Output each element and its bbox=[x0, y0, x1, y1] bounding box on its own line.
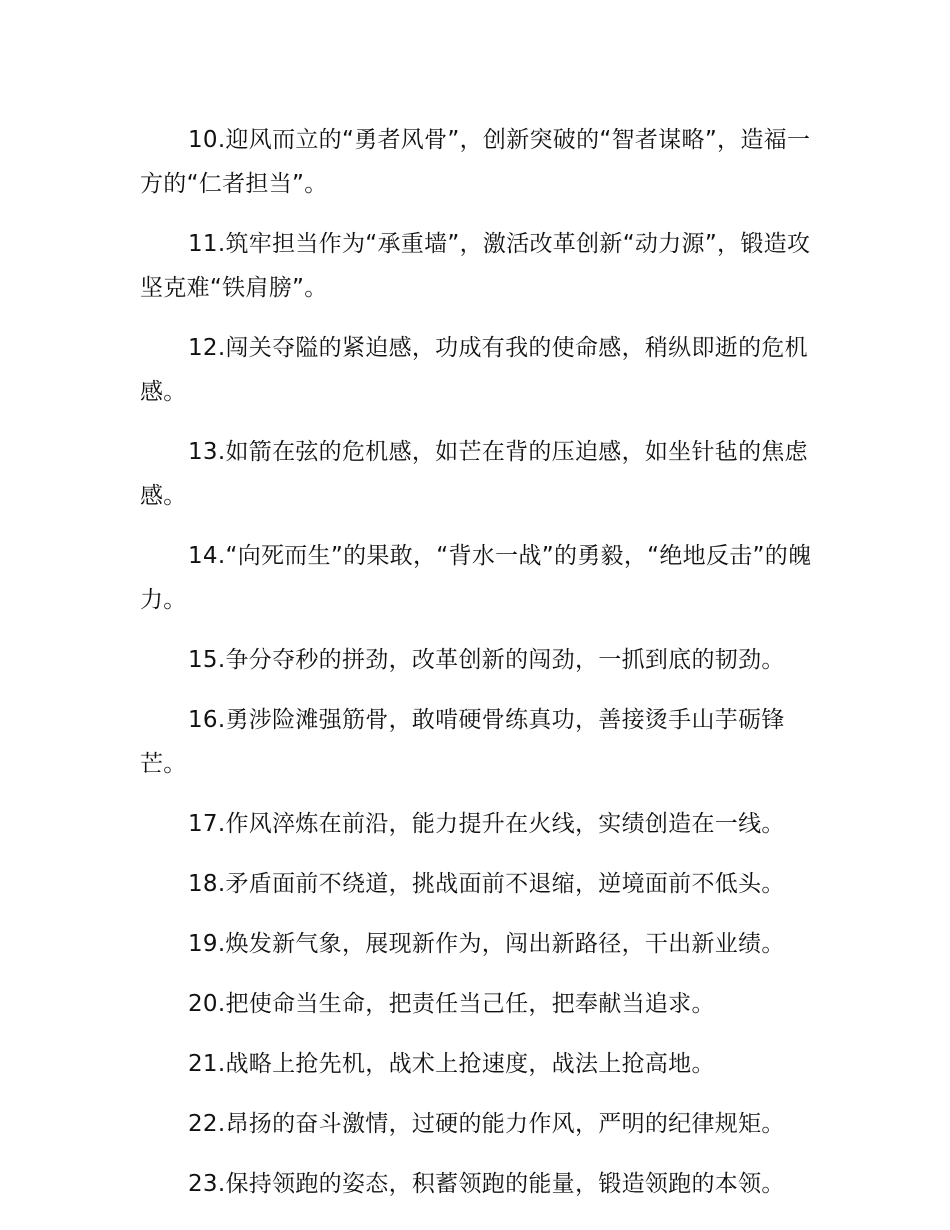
paragraph-11: 11.筑牢担当作为“承重墙”，激活改革创新“动力源”，锻造攻坚克难“铁肩膀”。 bbox=[140, 231, 811, 301]
paragraph-22: 22.昂扬的奋斗激情，过硬的能力作风，严明的纪律规矩。 bbox=[188, 1111, 785, 1137]
paragraph-12: 12.闯关夺隘的紧迫感，功成有我的使命感，稍纵即逝的危机感。 bbox=[140, 335, 808, 405]
paragraph-18: 18.矛盾面前不绕道，挑战面前不退缩，逆境面前不低头。 bbox=[188, 871, 785, 897]
paragraph-15: 15.争分夺秒的拼劲，改革创新的闯劲，一抓到底的韧劲。 bbox=[188, 647, 785, 673]
paragraph-10: 10.迎风而立的“勇者风骨”，创新突破的“智者谋略”，造福一方的“仁者担当”。 bbox=[140, 127, 811, 197]
paragraph-21: 21.战略上抢先机，战术上抢速度，战法上抢高地。 bbox=[188, 1051, 715, 1077]
paragraph-17: 17.作风淬炼在前沿，能力提升在火线，实绩创造在一线。 bbox=[188, 811, 785, 837]
paragraph-19: 19.焕发新气象，展现新作为，闯出新路径，干出新业绩。 bbox=[188, 931, 785, 957]
paragraph-23: 23.保持领跑的姿态，积蓄领跑的能量，锻造领跑的本领。 bbox=[188, 1171, 785, 1197]
paragraph-20: 20.把使命当生命，把责任当己任，把奉献当追求。 bbox=[188, 991, 715, 1017]
paragraph-13: 13.如箭在弦的危机感，如芒在背的压迫感，如坐针毡的焦虑感。 bbox=[140, 439, 808, 509]
paragraph-16: 16.勇涉险滩强筋骨，敢啃硬骨练真功，善接烫手山芋砺锋芒。 bbox=[140, 707, 785, 777]
paragraph-14: 14.“向死而生”的果敢，“背水一战”的勇毅，“绝地反击”的魄力。 bbox=[140, 543, 812, 613]
document-page bbox=[140, 118, 820, 1222]
